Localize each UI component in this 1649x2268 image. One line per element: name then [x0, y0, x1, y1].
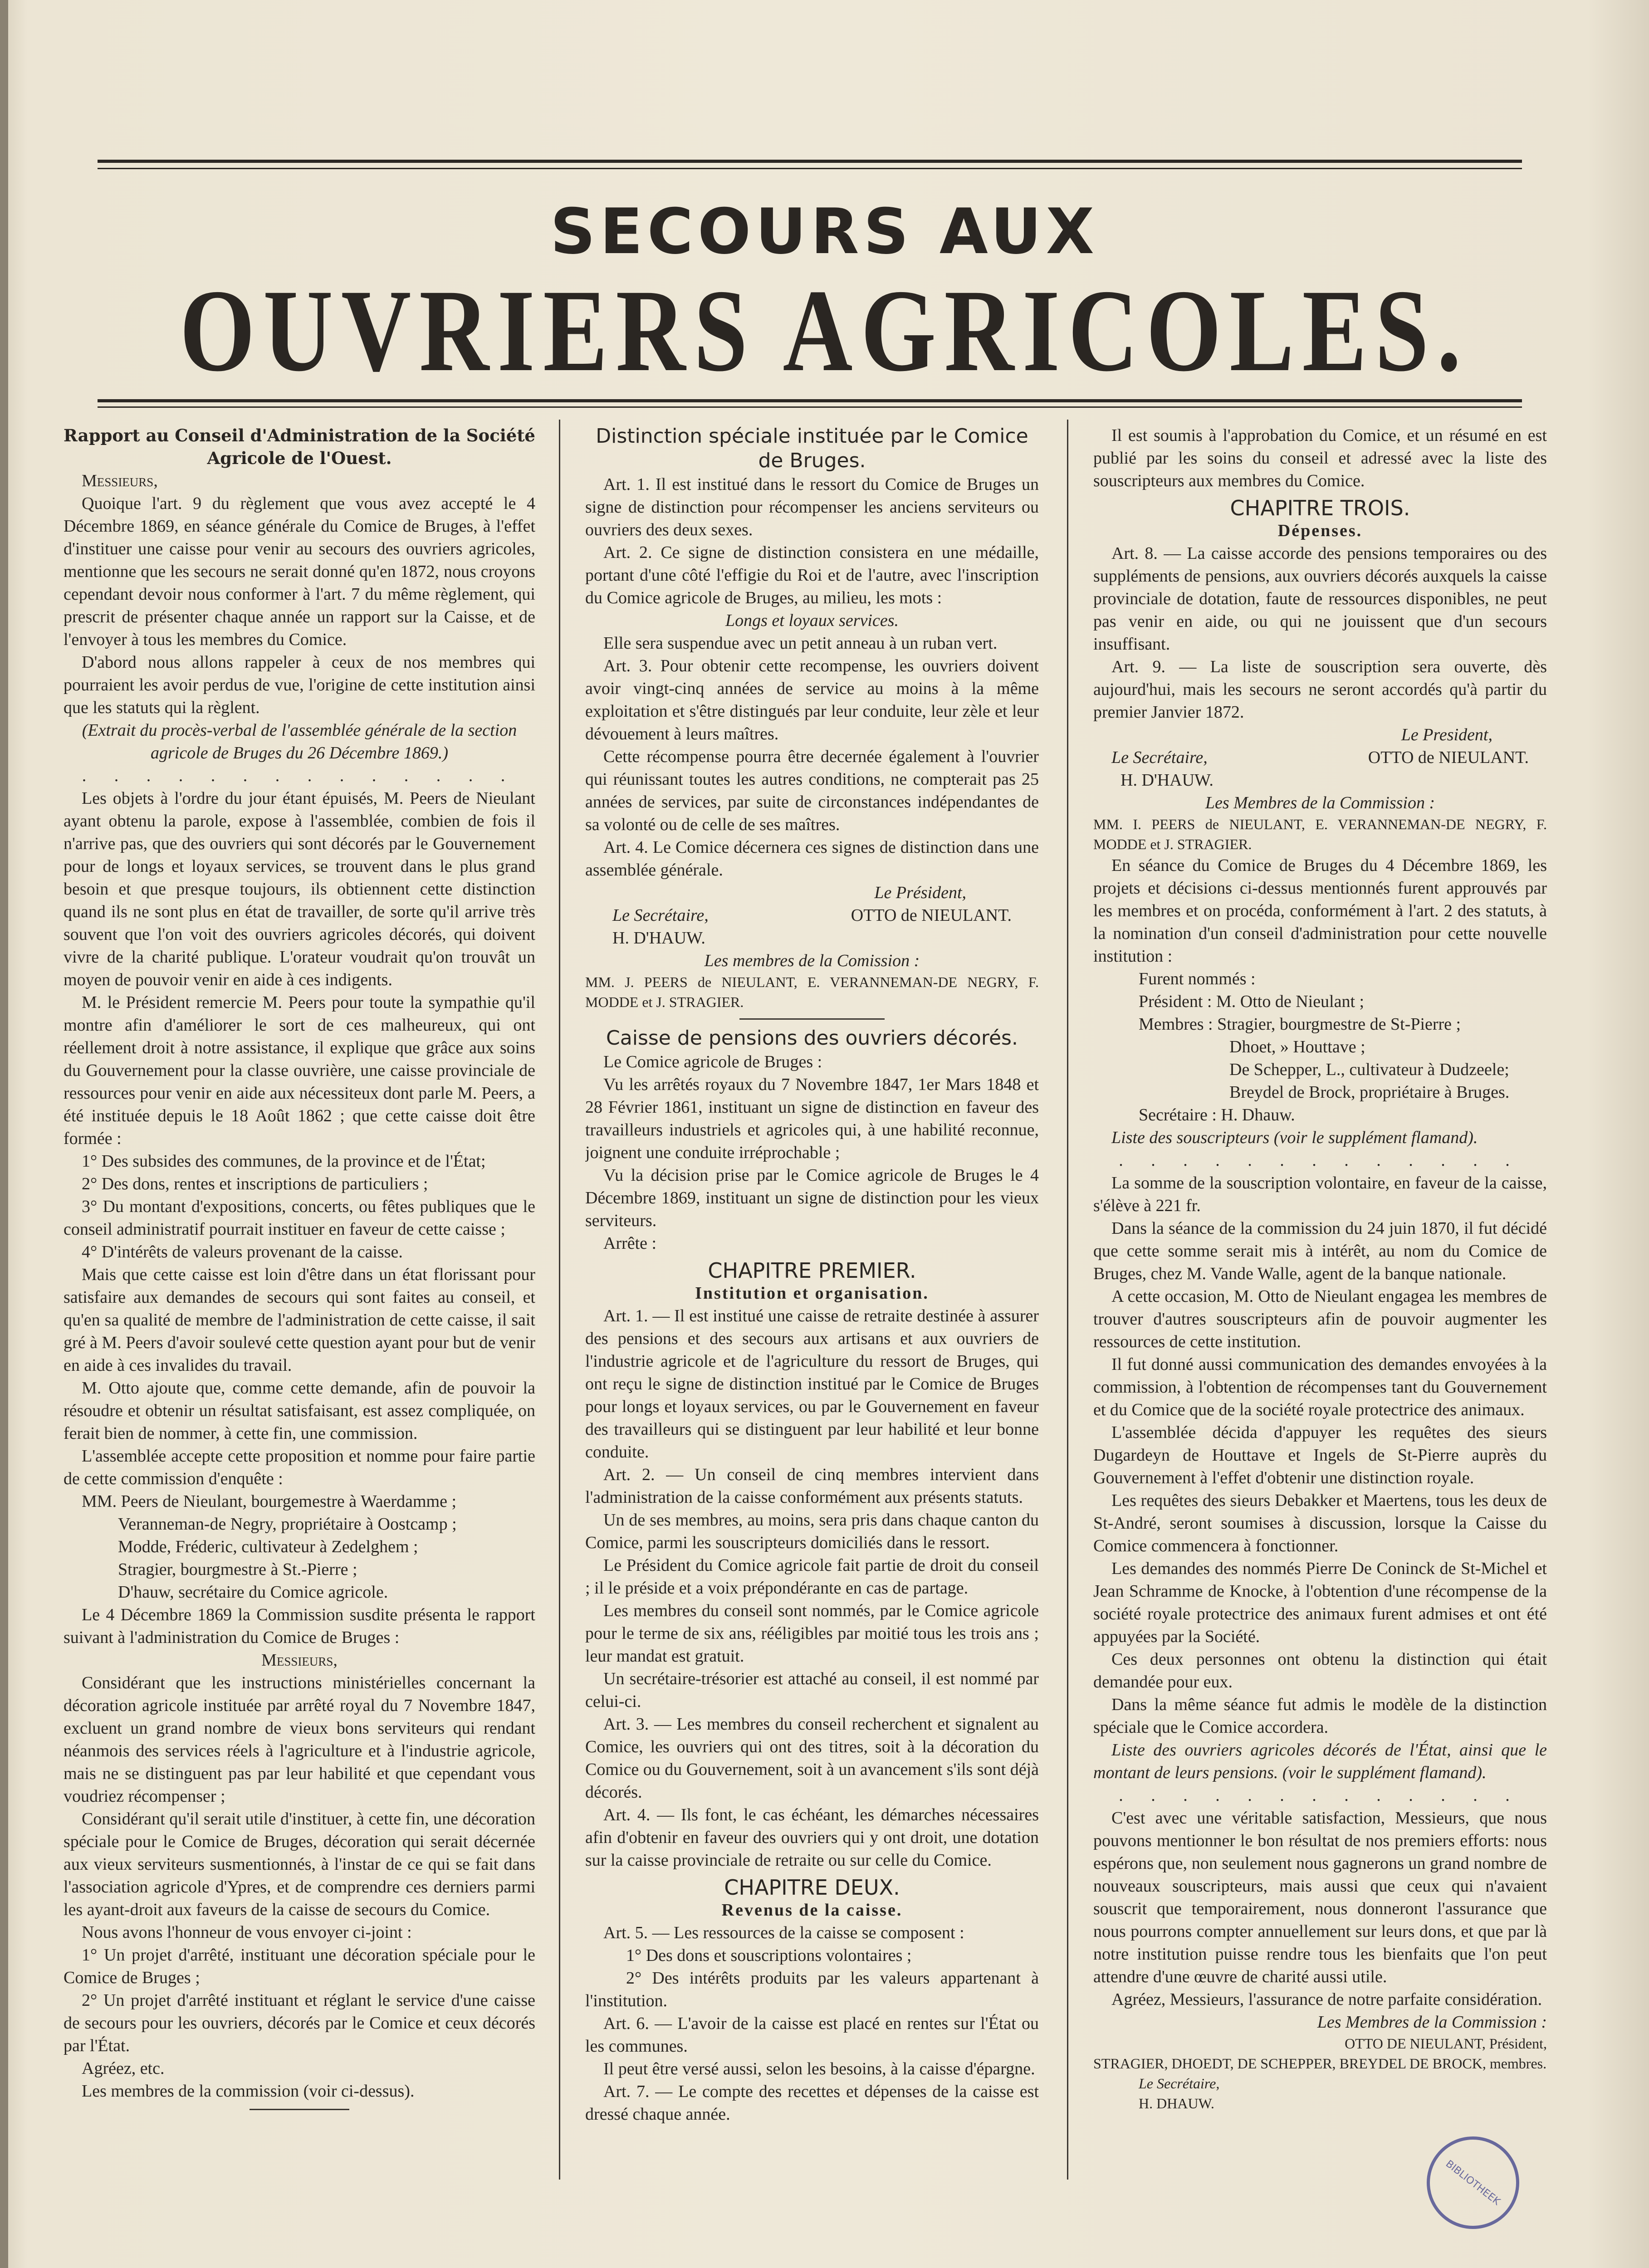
paragraph: Les objets à l'ordre du jour étant épuisés, M. Peers de Nieulant ayant obtenu la parole, expose à l'assemblée, combien de fois il n'arrive pas, que des ouvriers qui sont décorés par le Gouvernement pour de longs et loyaux services, se trouvent dans le plus grand besoin et que presque toujours, ils obtiennent cette distinction quand ils ne sont plus en état de travailler, de sorte qu'il arrive très souvent que l'on voit des ouvriers agricoles décorés, qui doivent vivre de la charité publique. L'orateur voudrait qu'on trouvât un moyen de pouvoir venir en aide à ces indigents.: [64, 789, 535, 989]
board-line: Breydel de Brock, propriétaire à Bruges.: [1229, 1083, 1510, 1102]
paragraph: A cette occasion, M. Otto de Nieulant engagea les membres de trouver d'autres souscripteurs afin de pouvoir augmenter les ressources de cette institution.: [1093, 1287, 1547, 1351]
column-1: [64, 424, 535, 2180]
paragraph: Les demandes des nommés Pierre De Coninck de St-Michel et Jean Schramme de Knocke, à l'obtention d'une récompense de la société royale protectrice des animaux furent admises et ont été appuyées par la Société.: [1093, 1559, 1547, 1646]
signature-row: [1093, 746, 1547, 769]
secretary-label: Le Secrétaire,: [1111, 748, 1208, 767]
member-line: MM. Peers de Nieulant, bourgemestre à Waerdamme ;: [82, 1492, 457, 1511]
list-item: 4° D'intérêts de valeurs provenant de la caisse.: [82, 1242, 403, 1261]
top-rule: [98, 160, 1522, 163]
signature-president: OTTO DE NIEULANT, Président,: [1345, 2035, 1547, 2052]
title-bottom-rule-thin: [98, 406, 1522, 408]
paragraph: D'abord nous allons rappeler à ceux de nos membres qui pourraient les avoir perdus de vue, l'origine de cette institution ainsi que les statuts qui la règlent.: [64, 653, 535, 717]
paragraph: Mais que cette caisse est loin d'être dans un état florissant pour satisfaire aux demandes de secours qui sont faites au conseil, et qu'en sa qualité de membre de l'administration de cette caisse, il sait gré à M. Peers d'avoir soulevé cette question ayant pour but de venir en aide à ces invalides du travail.: [64, 1265, 535, 1375]
article: Elle sera suspendue avec un petit anneau à un ruban vert.: [603, 634, 998, 653]
paragraph: Considérant que les instructions ministérielles concernant la décoration agricole instituée par arrêté royal du 7 Novembre 1847, excluent un grand nombre de vieux bons serviteurs qui rendant néanmois des services réels à l'agriculture et à l'industrie agricole, mais ne se distinguent pas par leur habilité et que cependant vous voudriez récompenser ;: [64, 1673, 535, 1806]
signature-secretary-label: Le Secrétaire,: [1139, 2075, 1220, 2092]
section-rule: [250, 2109, 349, 2110]
signature-members: STRAGIER, DHOEDT, DE SCHEPPER, BREYDEL DE BROCK, membres.: [1093, 2055, 1547, 2072]
paragraph: C'est avec une véritable satisfaction, Messieurs, que nous pouvons mentionner le bon résultat de nos premiers efforts: nous espérons que, non seulement nous gagnerons un grand nombre de nouveaux souscripteurs, mais aussi que ceux qui n'avaient souscrit que temporairement, nous donneront l'assurance que nous pourrons compter annuellement sur leurs dons, et que par là notre institution puisse rendre tous les bienfaits que l'on peut attendre d'une œuvre de charité aussi utile.: [1093, 1809, 1547, 1986]
binding-edge: [0, 0, 8, 2268]
commission-label: Les membres de la Comission :: [704, 951, 920, 970]
signature-label: Les Membres de la Commission :: [1317, 2013, 1547, 2032]
paragraph: M. le Président remercie M. Peers pour toute la sympathie qu'il montre afin d'améliorer le sort de ces malheureux, qui ont réellement droit à notre assistance, il explique que grâce aux soins du Gouvernement pour la classe ouvrière, une caisse provinciale de ressources pour venir en aide aux nécessiteux dont parle M. Peers, a été instituée depuis le 18 Août 1862 ; que cette caisse doit être formée :: [64, 993, 535, 1148]
column-3: [1093, 424, 1547, 2180]
dots-separator: . . . . . . . . . . . . .: [1119, 1151, 1522, 1170]
article: Cette récompense pourra être decernée également à l'ouvrier qui réunissant toutes les autres conditions, ne compterait pas 25 années de services, par suite de circonstances indépendantes de sa volonté ou de celle de ses maîtres.: [585, 747, 1039, 834]
paragraph: Il fut donné aussi communication des demandes envoyées à la commission, à l'obtention de récompenses tant du Gouvernement et du Comice que de la société royale protectrice des animaux.: [1093, 1355, 1547, 1419]
article: Art. 2. — Un conseil de cinq membres intervient dans l'administration de la caisse conformément aux présents statuts.: [585, 1465, 1039, 1507]
pension-heading: Caisse de pensions des ouvriers décorés.: [606, 1026, 1018, 1050]
dots-separator: . . . . . . . . . . . . .: [1119, 1786, 1522, 1805]
list-item: 1° Des subsides des communes, de la province et de l'État;: [82, 1152, 486, 1171]
paragraph: 2° Un projet d'arrêté instituant et réglant le service d'une caisse de secours pour les ouvriers, décorés par le Comice et ceux décorés par l'État.: [64, 1991, 535, 2055]
list-note: Liste des souscripteurs (voir le supplément flamand).: [1111, 1128, 1478, 1147]
paragraph: Dans la même séance fut admis le modèle de la distinction spéciale que le Comice accordera.: [1093, 1695, 1547, 1737]
article: Le Président du Comice agricole fait partie de droit du conseil ; il le préside et a voix prépondérante en cas de partage.: [585, 1556, 1039, 1598]
paragraph: M. Otto ajoute que, comme cette demande, afin de pouvoir la résoudre et obtenir un résultat satisfaisant, est assez compliquée, on ferait bien de nommer, à cette fin, une commission.: [64, 1378, 535, 1443]
extract-note: (Extrait du procès-verbal de l'assemblée générale de la section agricole de Bruges du 26 Décembre 1869.): [82, 721, 517, 763]
paragraph: En séance du Comice de Bruges du 4 Décembre 1869, les projets et décisions ci-dessus mentionnés furent approuvés par les membres et on procéda, conformément à l'art. 2 des statuts, à la nomination d'un conseil d'administration pour cette nouvelle institution :: [1093, 856, 1547, 966]
article: Un de ses membres, au moins, sera pris dans chaque canton du Comice, parmi les souscripteurs domiciliés dans le ressort.: [585, 1510, 1039, 1552]
article: Art. 2. Ce signe de distinction consistera en une médaille, portant d'une côté l'effigie du Roi et de l'autre, avec l'inscription du Comice agricole de Bruges, au milieu, les mots :: [585, 543, 1039, 607]
paragraph: Ces deux personnes ont obtenu la distinction qui était demandée pour eux.: [1093, 1650, 1547, 1691]
article: Art. 3. Pour obtenir cette recompense, les ouvriers doivent avoir vingt-cinq années de service au moins à la même exploitation et s'être distingués par leur conduite, leur zèle et leur dévouement à leurs maîtres.: [585, 656, 1039, 743]
salutation: Messieurs,: [261, 1651, 338, 1670]
commission-label: Les Membres de la Commission :: [1205, 793, 1435, 812]
nominated-label: Furent nommés :: [1139, 969, 1256, 988]
paragraph: Nous avons l'honneur de vous envoyer ci-joint :: [82, 1923, 412, 1942]
paragraph: Vu la décision prise par le Comice agricole de Bruges le 4 Décembre 1869, instituant un signe de distinction pour les vieux serviteurs.: [585, 1166, 1039, 1230]
board-line: Membres : Stragier, bourgmestre de St-Pierre ;: [1139, 1015, 1461, 1034]
section-rule: [739, 1018, 885, 1020]
paragraph: 1° Un projet d'arrêté, instituant une décoration spéciale pour le Comice de Bruges ;: [64, 1945, 535, 1987]
article: Il peut être versé aussi, selon les besoins, à la caisse d'épargne.: [603, 2059, 1035, 2078]
paragraph: Le Comice agricole de Bruges :: [603, 1052, 822, 1071]
article: Art. 1. Il est institué dans le ressort du Comice de Bruges un signe de distinction pour récompenser les anciens serviteurs ou ouvriers des deux sexes.: [585, 475, 1039, 539]
president-name: OTTO de NIEULANT.: [851, 906, 1012, 925]
article: Art. 9. — La liste de souscription sera ouverte, dès aujourd'hui, mais les secours ne seront accordés qu'à partir du premier Janvier 1872.: [1093, 657, 1547, 722]
article: Art. 3. — Les membres du conseil recherchent et signalent au Comice, les ouvriers qui ont des titres, soit à la décoration du Comice ou du Gouvernement, soit à un avancement s'ils sont déjà décorés.: [585, 1715, 1039, 1802]
chapter-title: CHAPITRE DEUX.: [724, 1875, 900, 1900]
signature-row: [585, 904, 1039, 927]
commission-names: MM. J. PEERS de NIEULANT, E. VERANNEMAN-DE NEGRY, F. MODDE et J. STRAGIER.: [585, 974, 1039, 1010]
paragraph: Arrête :: [603, 1234, 657, 1253]
article: 1° Des dons et souscriptions volontaires ;: [626, 1946, 912, 1965]
distinction-heading: Distinction spéciale instituée par le Comice de Bruges.: [596, 425, 1028, 472]
article: Art. 6. — L'avoir de la caisse est placé en rentes sur l'État ou les communes.: [585, 2014, 1039, 2056]
member-line: Modde, Fréderic, cultivateur à Zedelghem ;: [118, 1537, 418, 1556]
title-line2: OUVRIERS AGRICOLES.: [180, 265, 1469, 396]
paragraph: Vu les arrêtés royaux du 7 Novembre 1847, 1er Mars 1848 et 28 Février 1861, instituant un signe de distinction en faveur des travailleurs industriels et agricoles qui, à une habilité reconnue, joignent une conduite irréprochable ;: [585, 1075, 1039, 1162]
title-bottom-rule: [98, 399, 1522, 402]
list-item: 2° Des dons, rentes et inscriptions de particuliers ;: [82, 1174, 428, 1193]
president-label: Le Président,: [874, 883, 966, 902]
member-line: D'hauw, secrétaire du Comice agricole.: [118, 1583, 388, 1602]
paragraph: Il est soumis à l'approbation du Comice, et un résumé en est publié par les soins du conseil et adressé avec la liste des souscripteurs aux membres du Comice.: [1093, 426, 1547, 490]
paragraph: Le 4 Décembre 1869 la Commission susdite présenta le rapport suivant à l'administration du Comice de Bruges :: [64, 1605, 535, 1647]
paragraph: Liste des ouvriers agricoles décorés de l'État, ainsi que le montant de leurs pensions. (voir le supplément flamand).: [1093, 1740, 1547, 1782]
chapter-title: CHAPITRE TROIS.: [1230, 496, 1410, 520]
paragraph: Agréez, Messieurs, l'assurance de notre parfaite considération.: [1111, 1990, 1542, 2009]
secretary-name: H. D'HAUW.: [1121, 771, 1214, 790]
chapter-subtitle: Institution et organisation.: [695, 1284, 929, 1303]
stamp-text: BIBLIOTHEEK: [1443, 2158, 1502, 2208]
paragraph: Les membres de la commission (voir ci-dessus).: [82, 2082, 415, 2101]
chapter-subtitle: Dépenses.: [1277, 521, 1363, 540]
signature-secretary: H. DHAUW.: [1139, 2095, 1214, 2112]
article: Art. 7. — Le compte des recettes et dépenses de la caisse est dressé chaque année.: [585, 2082, 1039, 2124]
motto: Longs et loyaux services.: [725, 611, 899, 630]
paragraph: La somme de la souscription volontaire, en faveur de la caisse, s'élève à 221 fr.: [1093, 1173, 1547, 1215]
article: Art. 4. — Ils font, le cas échéant, les démarches nécessaires afin d'obtenir en faveur des ouvriers qui y ont droit, une dotation sur la caisse provinciale de retraite ou sur celle du Comice.: [585, 1805, 1039, 1870]
title-line1: SECOURS AUX: [550, 195, 1099, 268]
dots-separator: . . . . . . . . . . . . . .: [82, 766, 517, 785]
president-label: Le President,: [1401, 725, 1492, 744]
salutation: Messieurs,: [82, 471, 158, 490]
member-line: Stragier, bourgmestre à St.-Pierre ;: [118, 1560, 357, 1579]
paragraph: Considérant qu'il serait utile d'instituer, à cette fin, une décoration spéciale pour le Comice de Bruges, décoration qui serait décernée aux vieux serviteurs susmentionnés, à l'instar de ce qui se fait dans l'association agricole d'Ypres, et de comprendre ces derniers parmi les ayant-droit aux faveurs de la caisse de secours du Comice.: [64, 1809, 535, 1919]
article: Art. 8. — La caisse accorde des pensions temporaires ou des suppléments de pensions, aux ouvriers décorés auxquels la caisse provinciale de dotation, faute de ressources disponibles, ne peut pas venir en aide, ou qui ne jouissent que d'un secours insuffisant.: [1093, 544, 1547, 654]
article: 2° Des intérêts produits par les valeurs appartenant à l'institution.: [585, 1969, 1039, 2010]
column-2: [585, 424, 1039, 2180]
column-divider-1: [559, 420, 560, 2180]
chapter-title: CHAPITRE PREMIER.: [708, 1258, 916, 1283]
secretary-label: Le Secrétaire,: [612, 906, 709, 925]
top-rule-thin: [98, 168, 1522, 169]
article: Art. 5. — Les ressources de la caisse se composent :: [603, 1923, 964, 1942]
paragraph: Agréez, etc.: [82, 2059, 165, 2078]
secretary-name: H. D'HAUW.: [612, 929, 705, 948]
board-line: De Schepper, L., cultivateur à Dudzeele;: [1229, 1060, 1509, 1079]
list-item: 3° Du montant d'expositions, concerts, ou fêtes publiques que le conseil administratif pourrait instituer en faveur de cette caisse ;: [64, 1197, 535, 1239]
column-divider-2: [1067, 420, 1068, 2180]
article: Art. 4. Le Comice décernera ces signes de distinction dans une assemblée générale.: [585, 838, 1039, 880]
board-line: Dhoet, » Houttave ;: [1229, 1037, 1365, 1056]
chapter-subtitle: Revenus de la caisse.: [721, 1901, 903, 1920]
article: Un secrétaire-trésorier est attaché au conseil, il est nommé par celui-ci.: [585, 1669, 1039, 1711]
paragraph: Les requêtes des sieurs Debakker et Maertens, tous les deux de St-André, seront soumises à discussion, lorsque la Caisse du Comice commencera à fonctionner.: [1093, 1491, 1547, 1555]
report-heading: Rapport au Conseil d'Administration de la Société Agricole de l'Ouest.: [64, 425, 535, 468]
paragraph: Dans la séance de la commission du 24 juin 1870, il fut décidé que cette somme serait mis à intérêt, au nom du Comice de Bruges, chez M. Vande Walle, agent de la banque nationale.: [1093, 1219, 1547, 1283]
article: Art. 1. — Il est institué une caisse de retraite destinée à assurer des pensions et des secours aux artisans et aux ouvriers de l'industrie agricole et de l'agriculture du ressort de Bruges, qui ont reçu le signe de distinction institué par le Comice de Bruges pour longs et loyaux services, ou par le Gouvernement en faveur des travailleurs qui se distinguent par leur habilité et leur bonne conduite.: [585, 1306, 1039, 1461]
paragraph: Quoique l'art. 9 du règlement que vous avez accepté le 4 Décembre 1869, en séance générale du Comice de Bruges, à l'effet d'instituer une caisse pour venir au secours des ouvriers agricoles, mentionne que les secours ne serait donné qu'en 1872, nous croyons cependant devoir nous conformer à l'art. 7 du même règlement, qui prescrit de présenter chaque année un rapport sur la Caisse, et de l'envoyer à tous les membres du Comice.: [64, 494, 535, 649]
board-line: Secrétaire : H. Dhauw.: [1139, 1105, 1295, 1124]
board-line: Président : M. Otto de Nieulant ;: [1139, 992, 1365, 1011]
paragraph: L'assemblée accepte cette proposition et nomme pour faire partie de cette commission d'enquête :: [64, 1447, 535, 1488]
commission-names: MM. I. PEERS de NIEULANT, E. VERANNEMAN-DE NEGRY, F. MODDE et J. STRAGIER.: [1093, 816, 1547, 852]
member-line: Veranneman-de Negry, propriétaire à Oostcamp ;: [118, 1515, 457, 1534]
paragraph: L'assemblée décida d'appuyer les requêtes des sieurs Dugardeyn de Houttave et Ingels de St-Pierre auprès du Gouvernement à l'effet d'obtenir une distinction royale.: [1093, 1423, 1547, 1487]
article: Les membres du conseil sont nommés, par le Comice agricole pour le terme de six ans, rééligibles par moitié tous les trois ans ; leur mandat est gratuit.: [585, 1601, 1039, 1666]
president-name: OTTO de NIEULANT.: [1368, 748, 1529, 767]
